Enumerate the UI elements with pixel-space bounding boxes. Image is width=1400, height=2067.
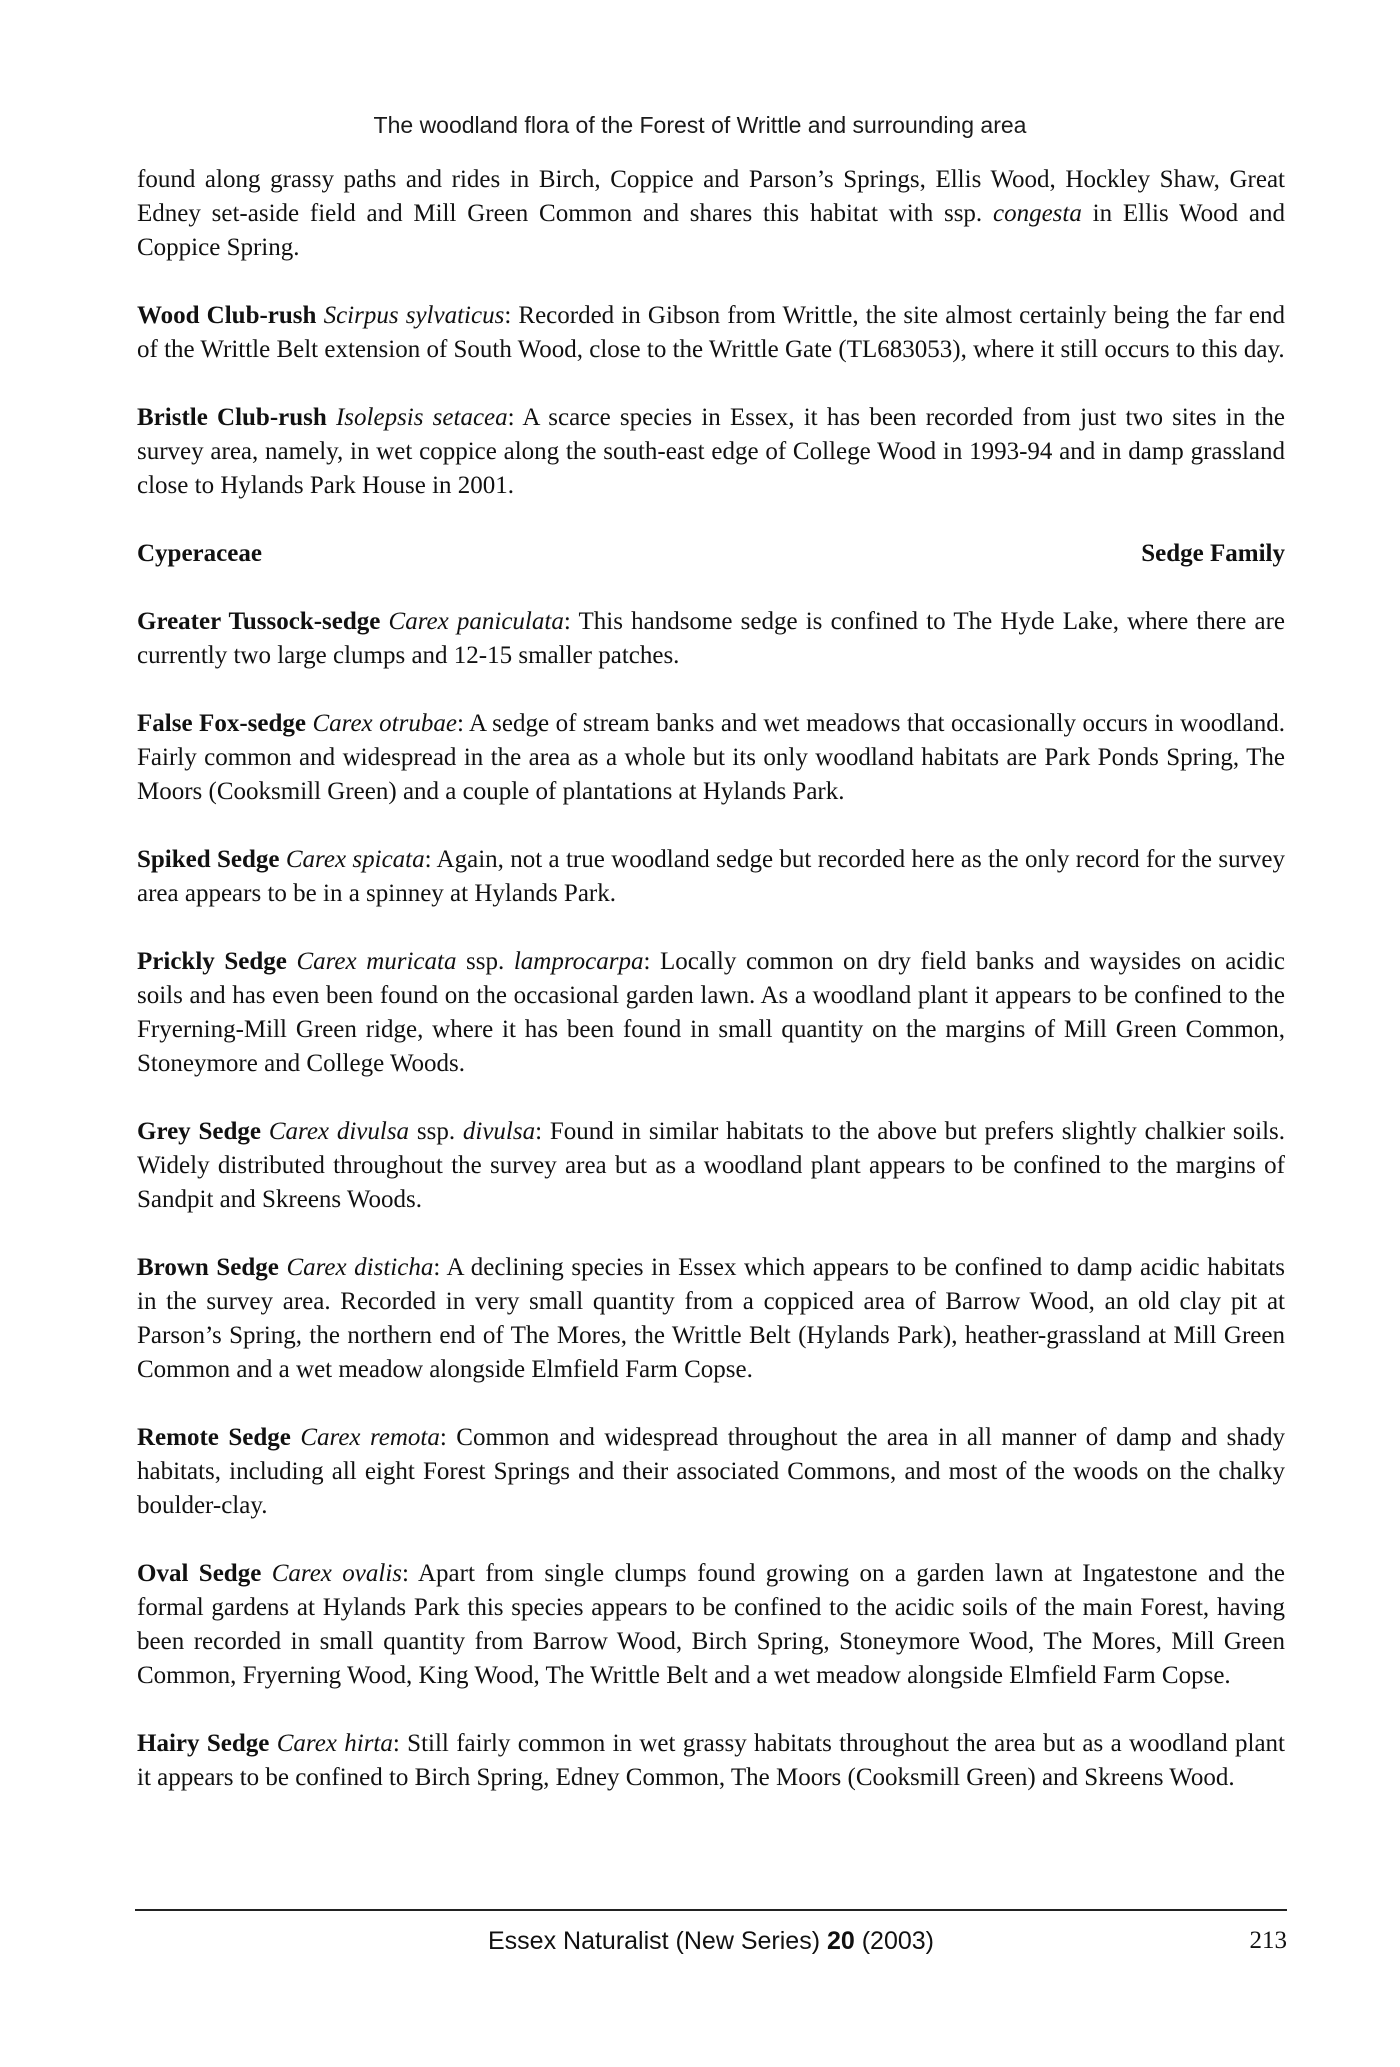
common-name: Remote Sedge — [137, 1424, 291, 1451]
family-latin-name: Cyperaceae — [137, 540, 262, 567]
journal-volume: 20 — [826, 1927, 855, 1955]
entry-text: : Locally common on dry field banks and waysides on acidic soils and has even been found on the occasional garden lawn. As a woodland plant it appears to be confined to the Fryerning-Mill Green ridge, where it has been found in small quantity on the margins of Mill Green Common, Stoneymore and College Woods. — [137, 948, 1285, 1077]
species-entry-greater-tussock-sedge — [137, 605, 1285, 673]
entry-text: : Apart from single clumps found growing on a garden lawn at Ingatestone and the formal gardens at Hylands Park this species appears to be confined to the acidic soils of the main Forest, having been recorded in small quantity from Barrow Wood, Birch Spring, Stoneymore Wood, The Mores, Mill Green Common, Fryerning Wood, King Wood, The Writtle Belt and a wet meadow alongside Elmfield Farm Copse. — [137, 1560, 1285, 1689]
continuation-italic: congesta — [992, 200, 1082, 227]
common-name: Wood Club-rush — [137, 302, 317, 329]
journal-name: Essex Naturalist (New Series) — [487, 1927, 827, 1955]
latin-name: Carex disticha — [286, 1254, 434, 1281]
subspecies-name: lamprocarpa — [513, 948, 644, 975]
latin-name: Carex muricata — [296, 948, 457, 975]
entry-text: : Common and widespread throughout the area in all manner of damp and shady habitats, including all eight Forest Springs and their associated Commons, and most of the woods on the chalky boulder-clay. — [137, 1424, 1285, 1519]
footer-divider — [135, 1909, 1287, 1911]
common-name: Bristle Club-rush — [137, 404, 327, 431]
page-footer — [135, 1927, 1287, 1961]
latin-name: Carex hirta — [276, 1730, 393, 1757]
continuation-text-end: in Ellis Wood and Coppice Spring. — [137, 200, 1285, 261]
journal-year: (2003) — [854, 1927, 934, 1955]
entry-text: : Again, not a true woodland sedge but recorded here as the only record for the survey area appears to be in a spinney at Hylands Park. — [137, 846, 1285, 907]
journal-citation — [135, 1927, 1287, 1956]
entry-text: : A scarce species in Essex, it has been recorded from just two sites in the survey area, namely, in wet coppice along the south-east edge of College Wood in 1993-94 and in damp grassland close to Hylands Park House in 2001. — [137, 404, 1285, 499]
entry-text: : A sedge of stream banks and wet meadows that occasionally occurs in woodland. Fairly common and widespread in the area as a whole but its only woodland habitats are Park Ponds Spring, The Moors (Cooksmill Green) and a couple of plantations at Hylands Park. — [137, 710, 1286, 805]
species-entry-bristle-club-rush — [137, 401, 1285, 503]
species-entry-brown-sedge — [137, 1251, 1285, 1387]
species-entry-oval-sedge — [137, 1557, 1285, 1693]
common-name: Prickly Sedge — [137, 948, 287, 975]
running-title: The woodland flora of the Forest of Writtle and surrounding area — [373, 112, 1027, 138]
latin-name: Carex spicata — [285, 846, 425, 873]
common-name: Greater Tussock-sedge — [137, 608, 381, 635]
entry-text: : A declining species in Essex which appears to be confined to damp acidic habitats in the survey area. Recorded in very small quantity from a coppiced area of Barrow Wood, an old clay pit at Parson’s Spring, the northern end of The Mores, the Writtle Belt (Hylands Park), heather-grassland at Mill Green Common and a wet meadow alongside Elmfield Farm Copse. — [137, 1254, 1285, 1383]
entry-text: : Found in similar habitats to the above but prefers slightly chalkier soils. Widely distributed throughout the survey area but as a woodland plant appears to be confined to the margins of Sandpit and Skreens Woods. — [137, 1118, 1286, 1213]
species-entry-grey-sedge — [137, 1115, 1285, 1217]
latin-name: Isolepsis setacea — [335, 404, 508, 431]
page-number: 213 — [1249, 1927, 1287, 1954]
species-entry-remote-sedge — [137, 1421, 1285, 1523]
species-entry-hairy-sedge — [137, 1727, 1285, 1795]
common-name: Brown Sedge — [137, 1254, 279, 1281]
continuation-paragraph — [137, 163, 1285, 265]
common-name: Grey Sedge — [137, 1118, 262, 1145]
subspecies-label: ssp. — [456, 948, 514, 975]
common-name: Oval Sedge — [137, 1560, 262, 1587]
entry-text: : This handsome sedge is confined to The Hyde Lake, where there are currently two large clumps and 12-15 smaller patches. — [137, 608, 1285, 669]
article-body — [137, 163, 1285, 1829]
latin-name: Carex otrubae — [312, 710, 457, 737]
common-name: Spiked Sedge — [137, 846, 280, 873]
latin-name: Carex remota — [300, 1424, 440, 1451]
latin-name: Carex divulsa — [268, 1118, 410, 1145]
entry-text: : Recorded in Gibson from Writtle, the site almost certainly being the far end of the Writtle Belt extension of South Wood, close to the Writtle Gate (TL683053), where it still occurs to this day. — [137, 302, 1286, 363]
entry-text: : Still fairly common in wet grassy habitats throughout the area but as a woodland plant it appears to be confined to Birch Spring, Edney Common, The Moors (Cooksmill Green) and Skreens Wood. — [137, 1730, 1286, 1791]
common-name: Hairy Sedge — [137, 1730, 270, 1757]
latin-name: Carex ovalis — [271, 1560, 403, 1587]
subspecies-name: divulsa — [462, 1118, 536, 1145]
species-entry-wood-club-rush — [137, 299, 1285, 367]
subspecies-label: ssp. — [409, 1118, 463, 1145]
species-entry-prickly-sedge — [137, 945, 1285, 1081]
family-common-name: Sedge Family — [1141, 540, 1285, 567]
latin-name: Carex paniculata — [388, 608, 564, 635]
section-heading — [137, 537, 1285, 571]
species-entry-spiked-sedge — [137, 843, 1285, 911]
species-entry-false-fox-sedge — [137, 707, 1285, 809]
common-name: False Fox-sedge — [137, 710, 306, 737]
continuation-text: found along grassy paths and rides in Birch, Coppice and Parson’s Springs, Ellis Wood, Hockley Shaw, Great Edney set-aside field and Mill Green Common and shares this habitat with ssp. — [137, 166, 1285, 227]
latin-name: Scirpus sylvaticus — [323, 302, 505, 329]
